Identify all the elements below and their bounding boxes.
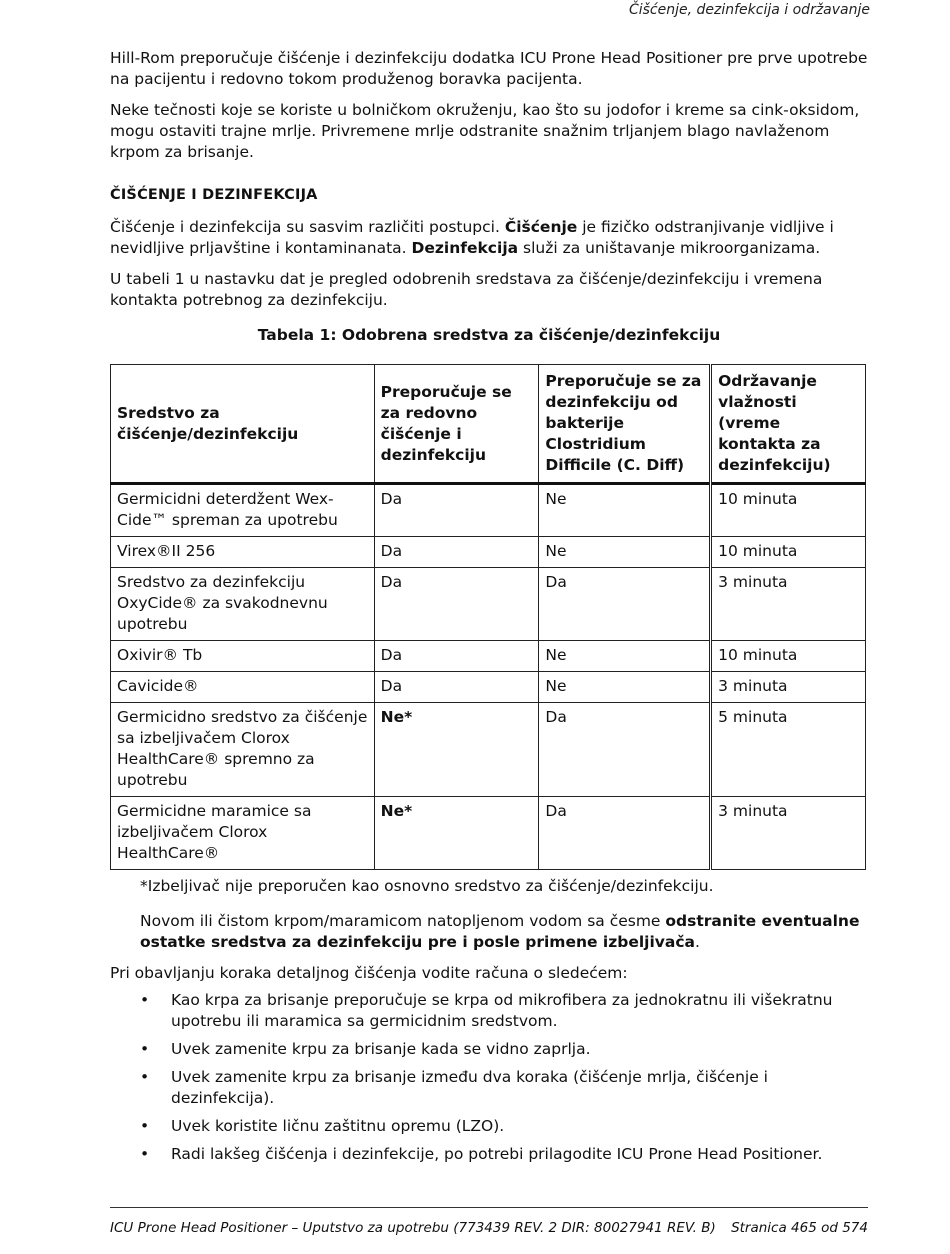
list-item-text: Kao krpa za brisanje preporučuje se krpa od mikrofibera za jednokratnu ili višekratnu upotrebu ili maramica sa germicidnim sredstvom. (171, 991, 833, 1030)
table-cell: Da (539, 703, 711, 797)
table-footnote: *Izbeljivač nije preporučen kao osnovno sredstvo za čišćenje/dezinfekciju. (140, 877, 714, 895)
intro-paragraph-2: Neke tečnosti koje se koriste u bolničkom okruženju, kao što su jodofor i kreme sa cink-oksidom, mogu ostaviti trajne mrlje. Privremene mrlje odstranite snažnim trljanjem blago navlaženom krpom za brisanje. (110, 101, 860, 161)
bullet-icon: • (140, 1068, 150, 1086)
bullet-icon: • (140, 1117, 150, 1135)
table-cell: Cavicide® (111, 672, 375, 703)
term-dezinfekcija: Dezinfekcija (411, 239, 519, 257)
section-paragraph-1 (110, 217, 868, 259)
list-item (110, 990, 868, 1032)
list-item (110, 1039, 868, 1060)
table-row (111, 484, 866, 537)
table-cell: Germicidni deterdžent Wex-Cide™ spreman za upotrebu (111, 484, 375, 537)
table-cell: 3 minuta (711, 797, 866, 870)
list-item-text: Radi lakšeg čišćenja i dezinfekcije, po potrebi prilagodite ICU Prone Head Positioner. (171, 1145, 823, 1163)
bleach-note-emphasis: odstranite eventualne ostatke sredstva za dezinfekciju pre i posle primene izbeljivača (140, 912, 860, 951)
intro-paragraph-1: Hill-Rom preporučuje čišćenje i dezinfekciju dodatka ICU Prone Head Positioner pre prve upotrebe na pacijentu i redovno tokom produženog boravka pacijenta. (110, 49, 868, 88)
table-row (111, 797, 866, 870)
running-header: Čišćenje, dezinfekcija i održavanje (628, 2, 870, 18)
list-item (110, 1067, 868, 1109)
table-header-row (111, 365, 866, 484)
table-cell: Ne (539, 641, 711, 672)
table-row (111, 672, 866, 703)
table-cell: Sredstvo za dezinfekciju OxyCide® za svakodnevnu upotrebu (111, 568, 375, 641)
table-cell: Da (374, 568, 539, 641)
table-row (111, 641, 866, 672)
table-cell: Germicidno sredstvo za čišćenje sa izbeljivačem Clorox HealthCare® spremno za upotrebu (111, 703, 375, 797)
table-cell: 10 minuta (711, 484, 866, 537)
table-cell: Ne (539, 672, 711, 703)
bleach-note (140, 911, 868, 953)
table-cell: Ne* (374, 797, 539, 870)
table-row (111, 703, 866, 797)
table-cell: Da (374, 672, 539, 703)
table-header-cell: Održavanje vlažnosti (vreme kontakta za dezinfekciju) (711, 365, 866, 484)
footer-document-title: ICU Prone Head Positioner – Uputstvo za upotrebu (773439 REV. 2 DIR: 80027941 REV. B) (110, 1220, 716, 1236)
text-run: služi za uništavanje mikroorganizama. (518, 239, 821, 257)
table-cell: 3 minuta (711, 568, 866, 641)
table-cell: Da (539, 797, 711, 870)
bullet-icon: • (140, 1145, 150, 1163)
footer-divider (110, 1207, 868, 1208)
table-header-cell: Preporučuje se za redovno čišćenje i dezinfekciju (374, 365, 539, 484)
table-header-cell: Preporučuje se za dezinfekciju od bakterije Clostridium Difficile (C. Diff) (539, 365, 711, 484)
table-cell: Virex®II 256 (111, 537, 375, 568)
table-cell: 5 minuta (711, 703, 866, 797)
disinfectant-table (110, 364, 866, 870)
table-cell: Da (539, 568, 711, 641)
main-content (110, 48, 868, 1172)
text-run: je fizičko odstranjivanje vidljive i nevidljive prljavštine i kontaminanata. (110, 218, 834, 257)
bullet-icon: • (140, 1040, 150, 1058)
table-cell: Da (374, 537, 539, 568)
table-caption: Tabela 1: Odobrena sredstva za čišćenje/dezinfekciju (257, 326, 721, 344)
table-body (111, 484, 866, 870)
text-run: . (695, 933, 700, 951)
table-row (111, 568, 866, 641)
list-item-text: Uvek zamenite krpu za brisanje između dva koraka (čišćenje mrlja, čišćenje i dezinfekcija). (171, 1068, 768, 1107)
table-cell: 10 minuta (711, 641, 866, 672)
table-cell: Ne (539, 537, 711, 568)
steps-intro: Pri obavljanju koraka detaljnog čišćenja vodite računa o sledećem: (110, 964, 628, 982)
table-cell: Da (374, 641, 539, 672)
table-cell: Germicidne maramice sa izbeljivačem Clorox HealthCare® (111, 797, 375, 870)
footer-page-number: Stranica 465 od 574 (731, 1220, 868, 1236)
section-paragraph-2: U tabeli 1 u nastavku dat je pregled odobrenih sredstava za čišćenje/dezinfekciju i vremena kontakta potrebnog za dezinfekciju. (110, 270, 823, 309)
table-cell: Da (374, 484, 539, 537)
list-item-text: Uvek zamenite krpu za brisanje kada se vidno zaprlja. (171, 1040, 591, 1058)
list-item (110, 1116, 868, 1137)
table-header-cell: Sredstvo za čišćenje/dezinfekciju (111, 365, 375, 484)
text-run: Novom ili čistom krpom/maramicom natopljenom vodom sa česme (140, 912, 666, 930)
text-run: Čišćenje i dezinfekcija su sasvim različiti postupci. (110, 218, 505, 236)
list-item (110, 1144, 868, 1165)
table-cell: 10 minuta (711, 537, 866, 568)
list-item-text: Uvek koristite ličnu zaštitnu opremu (LZO). (171, 1117, 505, 1135)
table-cell: Oxivir® Tb (111, 641, 375, 672)
table-cell: Ne* (374, 703, 539, 797)
table-cell: 3 minuta (711, 672, 866, 703)
table-cell: Ne (539, 484, 711, 537)
steps-list (110, 990, 868, 1165)
section-heading: ČIŠĆENJE I DEZINFEKCIJA (110, 187, 318, 203)
table-row (111, 537, 866, 568)
bullet-icon: • (140, 991, 150, 1009)
term-ciscenje: Čišćenje (504, 218, 578, 236)
